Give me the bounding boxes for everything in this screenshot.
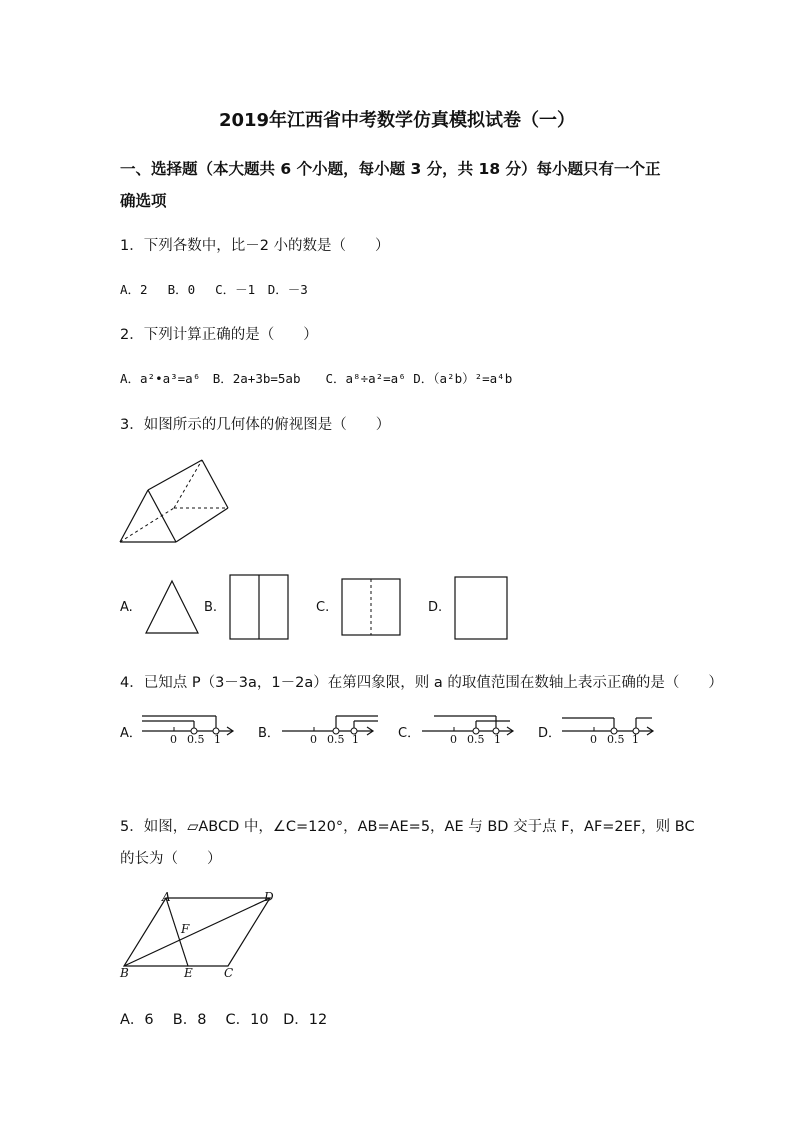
q5-stem-line1: 5．如图，▱ABCD 中，∠C=120°，AB=AE=5，AE 与 BD 交于点 F，AF=2EF，则 BC [120,819,695,835]
tick-label-1: 1 [214,733,221,746]
q3-option-a-label: A. [120,600,133,615]
q3-option-b-label: B. [204,600,218,615]
q5-stem-line2: 的长为（ ） [120,851,222,867]
q4-stem: 4．已知点 P（3－3a，1－2a）在第四象限，则 a 的取值范围在数轴上表示正确的是（ ） [120,675,723,691]
prism-hidden-edge [120,508,174,542]
section-heading-line2: 确选项 [120,192,167,210]
q3-option-c-rect [341,578,401,636]
tick-label-0: 0 [170,733,177,746]
q2-options: A．a²•a³=a⁶ B．2a+3b=5ab C．a⁸÷a²=a⁶ D．（a²b）²=a⁴b [120,371,513,386]
tick-label-0: 0 [450,733,457,746]
prism-edge [148,460,202,490]
tick-label-1: 1 [352,733,359,746]
section-heading-line1: 一、选择题（本大题共 6 个小题，每小题 3 分，共 18 分）每小题只有一个正 [120,160,661,178]
point-label-e: E [184,966,193,980]
prism-edge [202,460,228,508]
diagonal-bd [124,898,270,966]
tick-label-0.5: 0.5 [187,733,205,746]
q2-stem: 2．下列计算正确的是（ ） [120,327,318,343]
point-label-b: B [120,966,129,980]
point-label-a: A [162,890,171,904]
q4-option-a-label: A． [120,726,142,741]
prism-edge [120,490,148,542]
point-label-f: F [181,922,190,936]
tick-label-0.5: 0.5 [327,733,345,746]
q3-option-d-label: D. [428,600,443,615]
q3-option-b-rect [229,574,289,640]
tick-label-0: 0 [310,733,317,746]
tick-label-1: 1 [494,733,501,746]
prism-edge [176,508,228,542]
q3-option-c-label: C. [316,600,330,615]
tick-label-0.5: 0.5 [607,733,625,746]
q3-option-d-rect [454,576,508,640]
prism-figure [118,458,233,546]
parallelogram-figure [118,888,278,980]
q4-option-d-label: D． [538,726,562,741]
point-label-c: C [224,966,234,980]
q1-stem: 1．下列各数中，比－2 小的数是（ ） [120,238,390,254]
tick-label-1: 1 [632,733,639,746]
q3-stem: 3．如图所示的几何体的俯视图是（ ） [120,417,391,433]
q1-options: A．2 B．0 C．－1 D．－3 [120,282,308,297]
tick-label-0: 0 [590,733,597,746]
point-label-d: D [264,890,274,904]
q4-option-c-label: C． [398,726,421,741]
tick-label-0.5: 0.5 [467,733,485,746]
q4-option-b-label: B． [258,726,280,741]
q3-option-a-triangle [144,579,200,635]
page-title: 2019年江西省中考数学仿真模拟试卷（一） [218,110,576,131]
q5-options: A．6 B．8 C．10 D．12 [120,1012,328,1028]
